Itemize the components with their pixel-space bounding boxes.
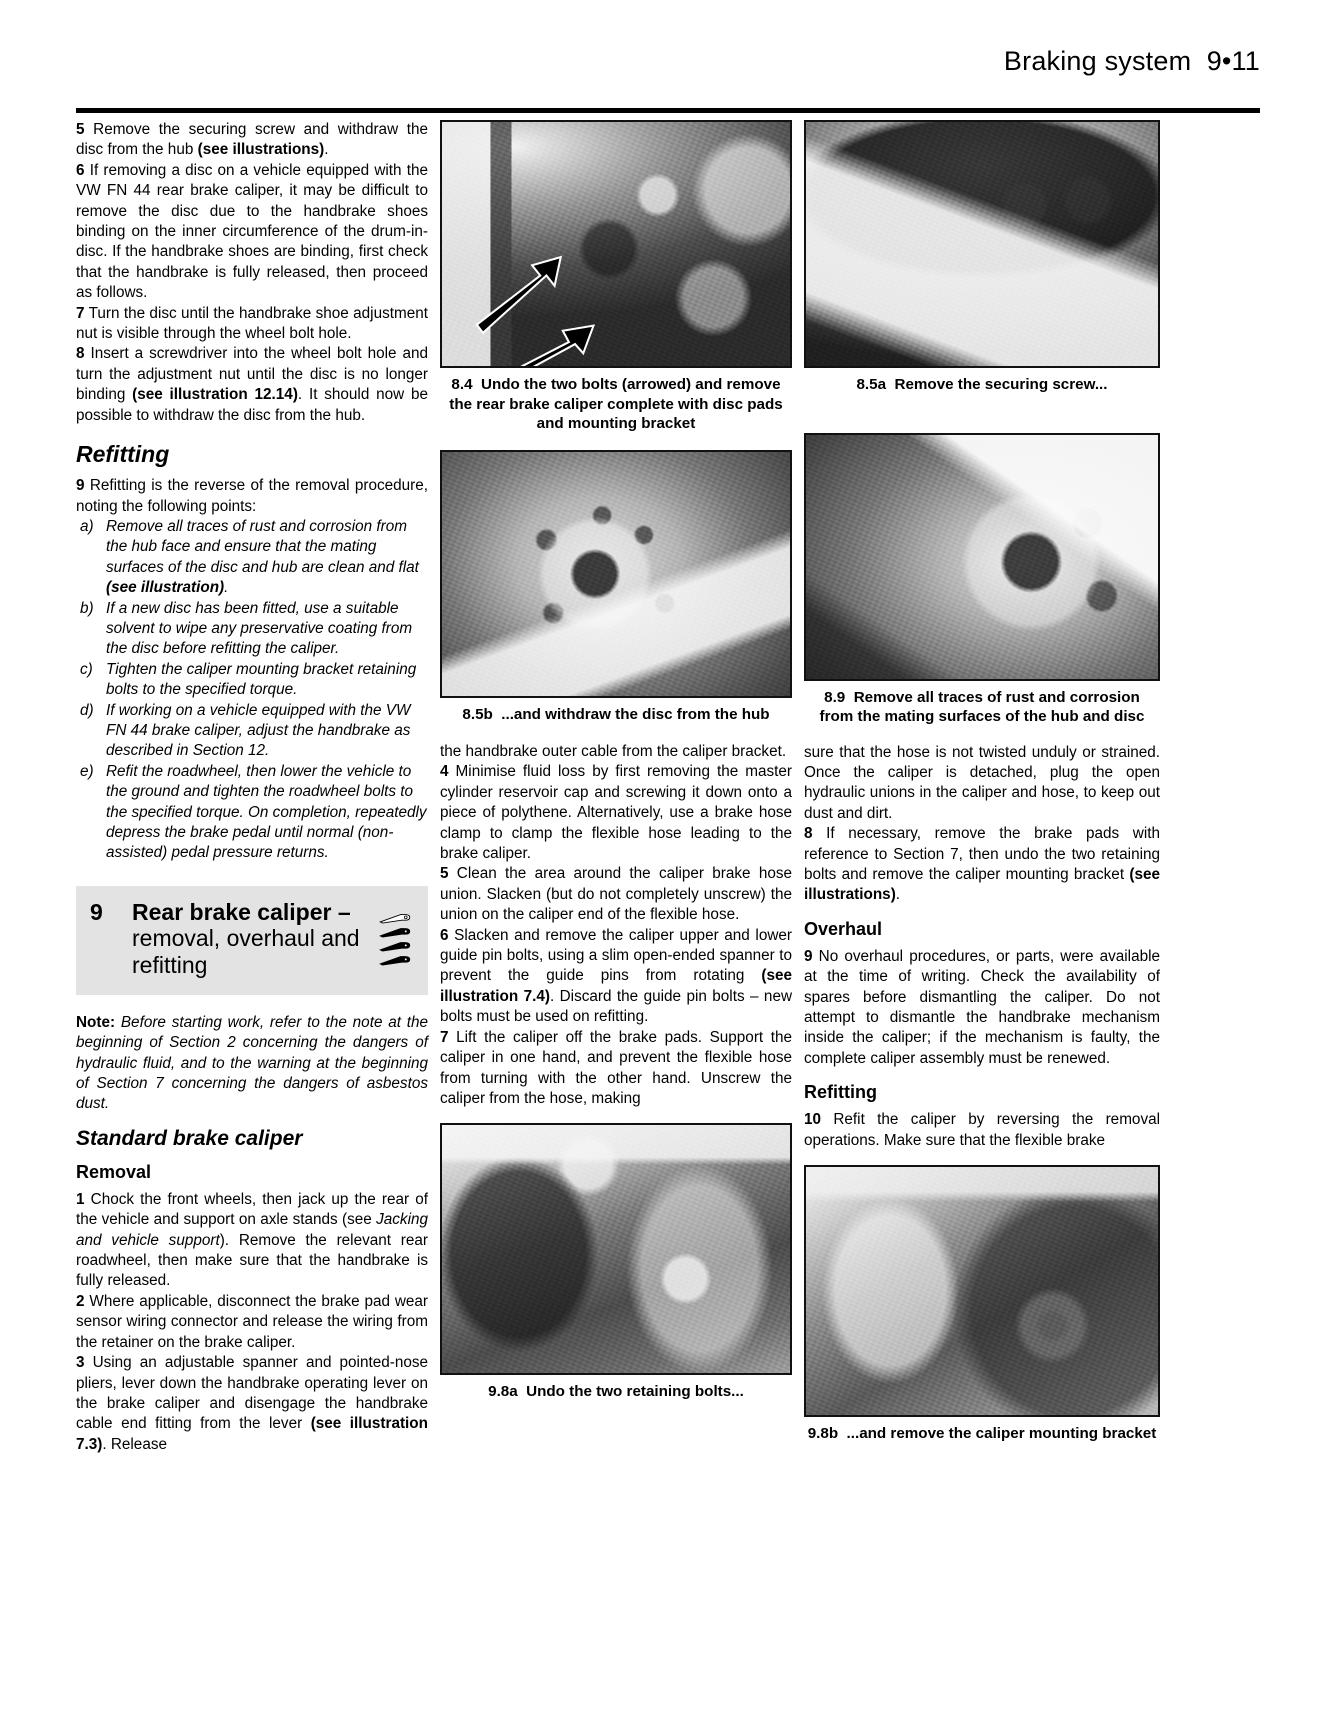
figure-8-9 [804,433,1160,727]
paragraph-3-tail: . Release [102,1435,167,1453]
figure-8-4-caption-text: Undo the two bolts (arrowed) and remove the rear brake caliper complete with disc pads and mounting bracket [449,376,783,432]
header-book-title: Braking system [1003,46,1192,76]
paragraph-8-text: Insert a screwdriver into the wheel bolt hole and turn the adjustment nut until the disc is no longer binding [76,345,428,404]
figure-8-4-caption [442,375,790,434]
paragraph-2-text: Where applicable, disconnect the brake pad wear sensor wiring connector and release the wiring from the retainer on the brake caliper. [76,1292,429,1351]
paragraph-5-text: Clean the area around the caliper brake hose union. Slacken (but do not completely unscrew) the union on the caliper end of the flexible hose. [440,865,792,924]
list-item [76,517,428,599]
paragraph-4-middle [440,762,792,864]
figure-8-4 [440,120,792,434]
list-item [76,599,428,660]
figure-8-5b-image [440,450,792,698]
paragraph-10-right [804,1110,1160,1151]
photo-grain [806,1167,1158,1415]
figure-8-9-caption [806,688,1158,727]
section-heading-box [76,886,428,995]
figure-8-9-number: 8.9 [824,688,846,706]
list-item-label: d) [80,701,94,719]
figure-8-5b-number: 8.5b [462,705,493,723]
section-title: Rear brake caliper – [132,898,351,925]
spanner-icon [378,927,412,938]
paragraph-10-text: Refit the caliper by reversing the removal operations. Make sure that the flexible brake [804,1111,1160,1149]
paragraph-6 [76,161,428,304]
header-rule [76,108,1260,113]
section-number: 9 [90,898,103,925]
note-paragraph [76,1013,428,1115]
paragraph-1-italic: Jacking and vehicle support [76,1211,428,1249]
column-left [76,120,428,1455]
list-item-text: If working on a vehicle equipped with the VW FN 44 brake caliper, adjust the handbrake as described in Section 12. [106,701,411,760]
list-item-text: Tighten the caliper mounting bracket retaining bolts to the specified torque. [106,660,417,699]
paragraph-3-bold: (see illustration 7.3) [76,1415,428,1453]
list-item-label: a) [80,517,94,535]
figure-8-5b-caption-text: ...and withdraw the disc from the hub [501,705,770,723]
paragraph-2 [76,1292,428,1353]
paragraph-5 [76,120,428,161]
photo-grain [442,122,790,366]
figure-9-8a-caption [442,1382,790,1402]
paragraph-9-number: 9 [76,477,85,495]
figure-9-8b [804,1165,1160,1444]
spanner-icon [378,913,412,924]
paragraph-2-number: 2 [76,1292,85,1310]
paragraph-8-bold: (see illustration 12.14) [132,386,298,404]
list-item [76,660,428,701]
paragraph-5-number: 5 [76,121,85,138]
list-item-bold: (see illustration) [106,579,225,597]
list-item-label: e) [80,762,94,780]
heading-refitting-right: Refitting [804,1082,877,1103]
photo-grain [442,1125,790,1373]
spanner-rating-icon [372,911,418,966]
paragraph-1-text: Chock the front wheels, then jack up the rear of the vehicle and support on axle stands (see [76,1190,429,1229]
paragraph-5-text: Remove the securing screw and withdraw the disc from the hub [76,121,428,159]
spacer [804,1151,1160,1165]
spacer [440,434,792,450]
page-header [76,46,1260,77]
page-title [1004,46,1260,77]
paragraph-6-number: 6 [76,161,85,179]
paragraph-7-text: Lift the caliper off the brake pads. Support the caliper in one hand, and prevent the flexible hose from turning with the other hand. Unscrew the caliper from the hose, making [440,1028,793,1107]
figure-9-8b-caption-text: ...and remove the caliper mounting bracket [846,1425,1157,1442]
list-item [76,762,428,864]
paragraph-8-text: If necessary, remove the brake pads with reference to Section 7, then undo the two retaining bolts and remove the caliper mounting bracket [804,825,1160,883]
paragraph-9-text: Refitting is the reverse of the removal procedure, noting the following points: [76,477,428,515]
heading-overhaul: Overhaul [804,918,883,939]
paragraph-continuation-right: sure that the hose is not twisted unduly or strained. Once the caliper is detached, plug the open hydraulic unions in the caliper and hose, to keep out dust and dirt. [804,743,1160,822]
paragraph-8-number: 8 [76,345,85,363]
paragraph-7-number: 7 [440,1028,449,1046]
paragraph-1 [76,1190,428,1292]
figure-9-8b-caption [806,1424,1158,1444]
paragraph-10-number: 10 [804,1111,822,1129]
list-item-text: If a new disc has been fitted, use a suitable solvent to wipe any preservative coating from the disc before refitting the caliper. [106,599,413,658]
paragraph-5-bold: (see illustrations) [197,141,325,159]
paragraph-5-number: 5 [440,865,449,883]
figure-9-8a-caption-text: Undo the two retaining bolts... [526,1383,744,1401]
paragraph-8-tail: . [895,886,901,904]
figure-8-5b [440,450,792,725]
paragraph-9-number: 9 [804,947,813,965]
figure-8-4-number: 8.4 [451,376,473,393]
list-item-label: b) [80,599,94,617]
paragraph-1-number: 1 [76,1190,85,1208]
figure-8-9-caption-text: Remove all traces of rust and corrosion from the mating surfaces of the hub and disc [819,688,1145,725]
paragraph-7-number: 7 [76,304,85,322]
header-page-number: 9•11 [1206,46,1260,76]
figure-8-5a-caption [806,375,1158,395]
paragraph-3 [76,1353,428,1455]
photo-grain [806,122,1158,366]
column-grid [76,120,1260,1680]
paragraph-9-right [804,947,1160,1069]
paragraph-8-bold: (see illustrations) [804,865,1160,904]
spacer [804,395,1160,433]
heading-removal: Removal [76,1161,152,1182]
refitting-points-list [76,517,428,864]
spanner-icon [378,955,412,966]
paragraph-6-middle [440,926,792,1028]
list-item-label: c) [80,660,93,678]
figure-8-5a-caption-text: Remove the securing screw... [894,376,1108,393]
spanner-icon [378,941,412,952]
figure-8-9-image [804,433,1160,681]
heading-standard-brake-caliper: Standard brake caliper [76,1126,303,1150]
paragraph-1-tail: ). Remove the relevant rear roadwheel, then make sure that the handbrake is fully released. [76,1231,428,1290]
spacer [440,1109,792,1123]
paragraph-6-tail: . Discard the guide pin bolts – new bolts must be used on refitting. [440,987,792,1026]
paragraph-6-text: Slacken and remove the caliper upper and lower guide pin bolts, using a slim open-ended spanner to prevent the guide pins from rotating [440,926,792,985]
paragraph-6-bold: (see illustration 7.4) [440,967,792,1005]
figure-8-4-image [440,120,792,368]
figure-9-8a-image [440,1123,792,1375]
paragraph-8-tail: . It should now be possible to withdraw the disc from the hub. [76,386,429,424]
figure-8-5a-number: 8.5a [856,376,887,393]
figure-9-8b-image [804,1165,1160,1417]
figure-9-8a-number: 9.8a [488,1383,518,1401]
paragraph-7-middle [440,1028,792,1110]
spacer [804,727,1160,743]
paragraph-9-text: No overhaul procedures, or parts, were available at the time of writing. Check the availability of spares before dismantling the caliper. Do not attempt to dismantle the handbrake mechanism inside the caliper; if the mechanism is faulty, the complete caliper assembly must be renewed. [804,947,1160,1067]
paragraph-6-text: If removing a disc on a vehicle equipped with the VW FN 44 rear brake caliper, it may be difficult to remove the disc due to the handbrake shoes binding on the inner circumference of the drum-in-disc. If the handbrake shoes are binding, first check that the handbrake is fully released, then proceed as follows. [76,161,428,302]
paragraph-8-right [804,824,1160,906]
list-item-text: Remove all traces of rust and corrosion from the hub face and ensure that the mating surfaces of the disc and hub are clean and flat [106,517,419,576]
paragraph-9 [76,476,428,517]
paragraph-continuation-middle: the handbrake outer cable from the caliper bracket. [440,743,787,760]
list-item [76,701,428,762]
list-item-tail: . [224,579,229,597]
figure-9-8b-number: 9.8b [807,1425,839,1442]
paragraph-4-number: 4 [440,763,449,781]
figure-9-8a [440,1123,792,1402]
spacer [440,724,792,742]
figure-8-5a-image [804,120,1160,368]
paragraph-4-text: Minimise fluid loss by first removing the master cylinder reservoir cap and screwing it down onto a piece of polythene. Alternatively, use a brake hose clamp to clamp the flexible hose leading to the brake caliper. [440,763,793,863]
paragraph-5-tail: . [324,141,329,159]
paragraph-5-middle [440,864,792,925]
figure-8-5a [804,120,1160,395]
section-subtitle: removal, overhaul and refitting [132,924,360,978]
photo-grain [806,435,1158,679]
figure-8-5b-caption [442,705,790,725]
paragraph-6-number: 6 [440,926,449,944]
paragraph-7 [76,304,428,345]
paragraph-8-number: 8 [804,825,813,843]
section-titles [132,899,372,979]
paragraph-8 [76,344,428,426]
note-label: Note: [76,1013,116,1031]
paragraph-3-text: Using an adjustable spanner and pointed-nose pliers, lever down the handbrake operating lever on the brake caliper and disengage the handbrake cable end fitting from the lever [76,1354,428,1433]
note-text: Before starting work, refer to the note at the beginning of Section 2 concerning the dangers of hydraulic fluid, and to the warning at the beginning of Section 7 concerning the dangers of asbestos dust. [76,1013,428,1113]
paragraph-7-text: Turn the disc until the handbrake shoe adjustment nut is visible through the wheel bolt hole. [76,304,428,343]
column-middle [440,120,792,1402]
heading-refitting-left: Refitting [76,441,170,468]
column-right [804,120,1160,1444]
list-item-text: Refit the roadwheel, then lower the vehicle to the ground and tighten the roadwheel bolts to the specified torque. On completion, repeatedly depress the brake pedal until normal (non-assisted) pedal pressure returns. [106,762,427,862]
photo-grain [442,452,790,696]
paragraph-3-number: 3 [76,1354,85,1372]
